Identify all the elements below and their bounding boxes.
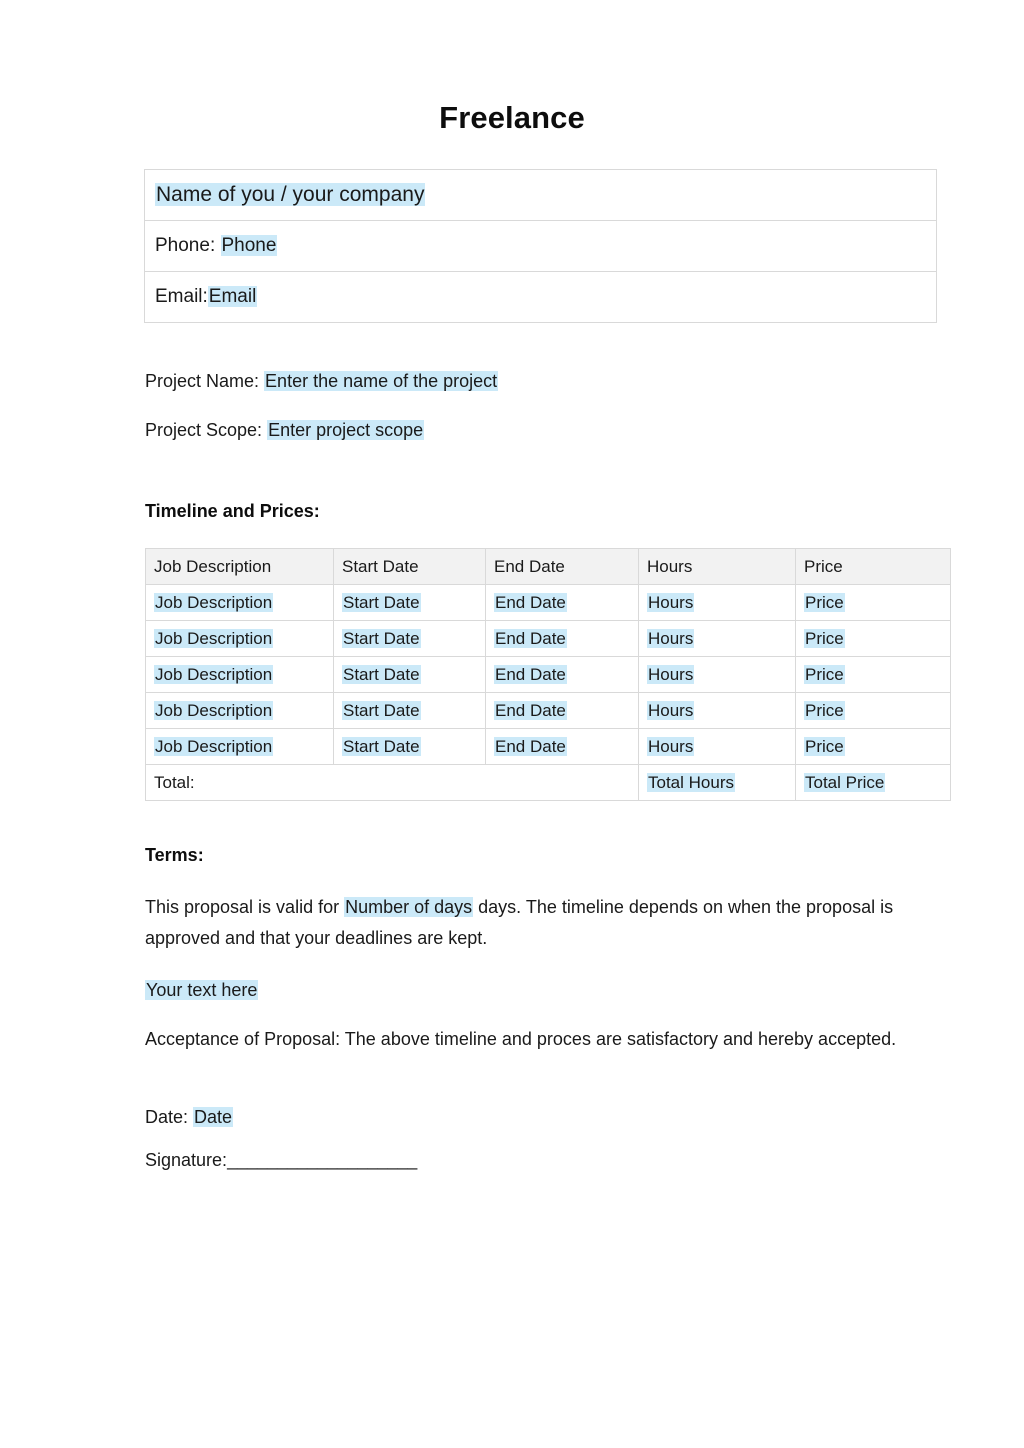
project-scope-label: Project Scope: bbox=[145, 420, 268, 440]
table-total-row bbox=[146, 765, 951, 801]
table-row bbox=[146, 621, 951, 657]
cell-end-date[interactable] bbox=[486, 621, 639, 657]
cell-value[interactable]: End Date bbox=[495, 736, 566, 756]
email-label: Email: bbox=[155, 286, 208, 307]
cell-value[interactable]: Job Description bbox=[155, 628, 273, 648]
project-name-line bbox=[145, 371, 498, 392]
date-label: Date: bbox=[145, 1107, 194, 1127]
phone-label: Phone: bbox=[155, 235, 221, 256]
table-row bbox=[145, 170, 937, 221]
page-title: Freelance bbox=[439, 100, 585, 135]
acceptance-paragraph: Acceptance of Proposal: The above timeline and proces are satisfactory and hereby accepted. bbox=[145, 1029, 897, 1049]
total-price-value[interactable]: Total Price bbox=[805, 772, 885, 792]
table-row bbox=[146, 693, 951, 729]
cell-value[interactable]: Hours bbox=[648, 664, 694, 684]
cell-value[interactable]: End Date bbox=[495, 592, 566, 612]
cell-value[interactable]: Price bbox=[805, 664, 844, 684]
total-hours-value[interactable]: Total Hours bbox=[648, 772, 734, 792]
cell-value[interactable]: Job Description bbox=[155, 592, 273, 612]
phone-value[interactable]: Phone bbox=[221, 235, 277, 256]
cell-value[interactable]: End Date bbox=[495, 628, 566, 648]
cell-value[interactable]: Hours bbox=[648, 592, 694, 612]
cell-value[interactable]: End Date bbox=[495, 700, 566, 720]
cell-job-description[interactable] bbox=[146, 657, 334, 693]
cell-value[interactable]: Start Date bbox=[343, 700, 420, 720]
cell-value[interactable]: Hours bbox=[648, 700, 694, 720]
cell-value[interactable]: Start Date bbox=[343, 628, 420, 648]
validity-days-value[interactable]: Number of days bbox=[345, 897, 473, 917]
terms-custom-paragraph bbox=[145, 975, 945, 1006]
cell-end-date[interactable] bbox=[486, 693, 639, 729]
project-name-label: Project Name: bbox=[145, 371, 265, 391]
table-row bbox=[146, 729, 951, 765]
column-header-price: Price bbox=[796, 549, 951, 585]
column-header-end-date: End Date bbox=[486, 549, 639, 585]
timeline-prices-table bbox=[145, 548, 951, 801]
cell-value[interactable]: Hours bbox=[648, 628, 694, 648]
cell-value[interactable]: Price bbox=[805, 736, 844, 756]
cell-price[interactable] bbox=[796, 729, 951, 765]
cell-job-description[interactable] bbox=[146, 621, 334, 657]
cell-hours[interactable] bbox=[639, 729, 796, 765]
table-row bbox=[146, 585, 951, 621]
cell-end-date[interactable] bbox=[486, 729, 639, 765]
project-name-value[interactable]: Enter the name of the project bbox=[265, 371, 498, 391]
column-header-job-description: Job Description bbox=[146, 549, 334, 585]
column-header-hours: Hours bbox=[639, 549, 796, 585]
phone-cell[interactable] bbox=[145, 221, 937, 272]
cell-job-description[interactable] bbox=[146, 729, 334, 765]
cell-start-date[interactable] bbox=[334, 729, 486, 765]
signature-label: Signature: bbox=[145, 1150, 228, 1170]
contact-table bbox=[144, 169, 937, 323]
cell-value[interactable]: Price bbox=[805, 628, 844, 648]
cell-hours[interactable] bbox=[639, 585, 796, 621]
cell-value[interactable]: Start Date bbox=[343, 664, 420, 684]
date-value[interactable]: Date bbox=[194, 1107, 233, 1127]
cell-price[interactable] bbox=[796, 585, 951, 621]
cell-end-date[interactable] bbox=[486, 585, 639, 621]
terms-validity-paragraph bbox=[145, 892, 945, 954]
cell-value[interactable]: Hours bbox=[648, 736, 694, 756]
cell-value[interactable]: Job Description bbox=[155, 664, 273, 684]
validity-suffix: days. The timeline depends on when the proposal is approved and that your deadlines are kept. bbox=[145, 897, 894, 948]
email-cell[interactable] bbox=[145, 272, 937, 323]
cell-start-date[interactable] bbox=[334, 657, 486, 693]
cell-price[interactable] bbox=[796, 657, 951, 693]
cell-value[interactable]: Start Date bbox=[343, 592, 420, 612]
cell-hours[interactable] bbox=[639, 657, 796, 693]
signature-blank[interactable]: ___________________ bbox=[227, 1150, 418, 1170]
validity-prefix: This proposal is valid for bbox=[145, 897, 345, 917]
total-price-cell[interactable] bbox=[796, 765, 951, 801]
cell-start-date[interactable] bbox=[334, 585, 486, 621]
cell-value[interactable]: End Date bbox=[495, 664, 566, 684]
cell-end-date[interactable] bbox=[486, 657, 639, 693]
project-scope-value[interactable]: Enter project scope bbox=[268, 420, 424, 440]
cell-hours[interactable] bbox=[639, 693, 796, 729]
total-hours-cell[interactable] bbox=[639, 765, 796, 801]
cell-price[interactable] bbox=[796, 621, 951, 657]
table-row bbox=[145, 221, 937, 272]
cell-value[interactable]: Job Description bbox=[155, 700, 273, 720]
cell-job-description[interactable] bbox=[146, 693, 334, 729]
timeline-heading: Timeline and Prices: bbox=[145, 501, 320, 521]
cell-value[interactable]: Price bbox=[805, 700, 844, 720]
project-scope-line bbox=[145, 420, 424, 441]
date-line bbox=[145, 1107, 233, 1128]
signature-line bbox=[145, 1150, 417, 1171]
company-name-value[interactable]: Name of you / your company bbox=[156, 183, 425, 206]
cell-value[interactable]: Price bbox=[805, 592, 844, 612]
company-name-cell[interactable] bbox=[145, 170, 937, 221]
cell-value[interactable]: Job Description bbox=[155, 736, 273, 756]
cell-hours[interactable] bbox=[639, 621, 796, 657]
email-value[interactable]: Email bbox=[208, 286, 257, 307]
cell-price[interactable] bbox=[796, 693, 951, 729]
cell-start-date[interactable] bbox=[334, 621, 486, 657]
custom-text-value[interactable]: Your text here bbox=[146, 980, 258, 1000]
table-row bbox=[145, 272, 937, 323]
table-header-row bbox=[146, 549, 951, 585]
cell-value[interactable]: Start Date bbox=[343, 736, 420, 756]
cell-job-description[interactable] bbox=[146, 585, 334, 621]
cell-start-date[interactable] bbox=[334, 693, 486, 729]
column-header-start-date: Start Date bbox=[334, 549, 486, 585]
table-row bbox=[146, 657, 951, 693]
total-label-cell: Total: bbox=[146, 765, 639, 801]
terms-heading: Terms: bbox=[145, 845, 204, 865]
